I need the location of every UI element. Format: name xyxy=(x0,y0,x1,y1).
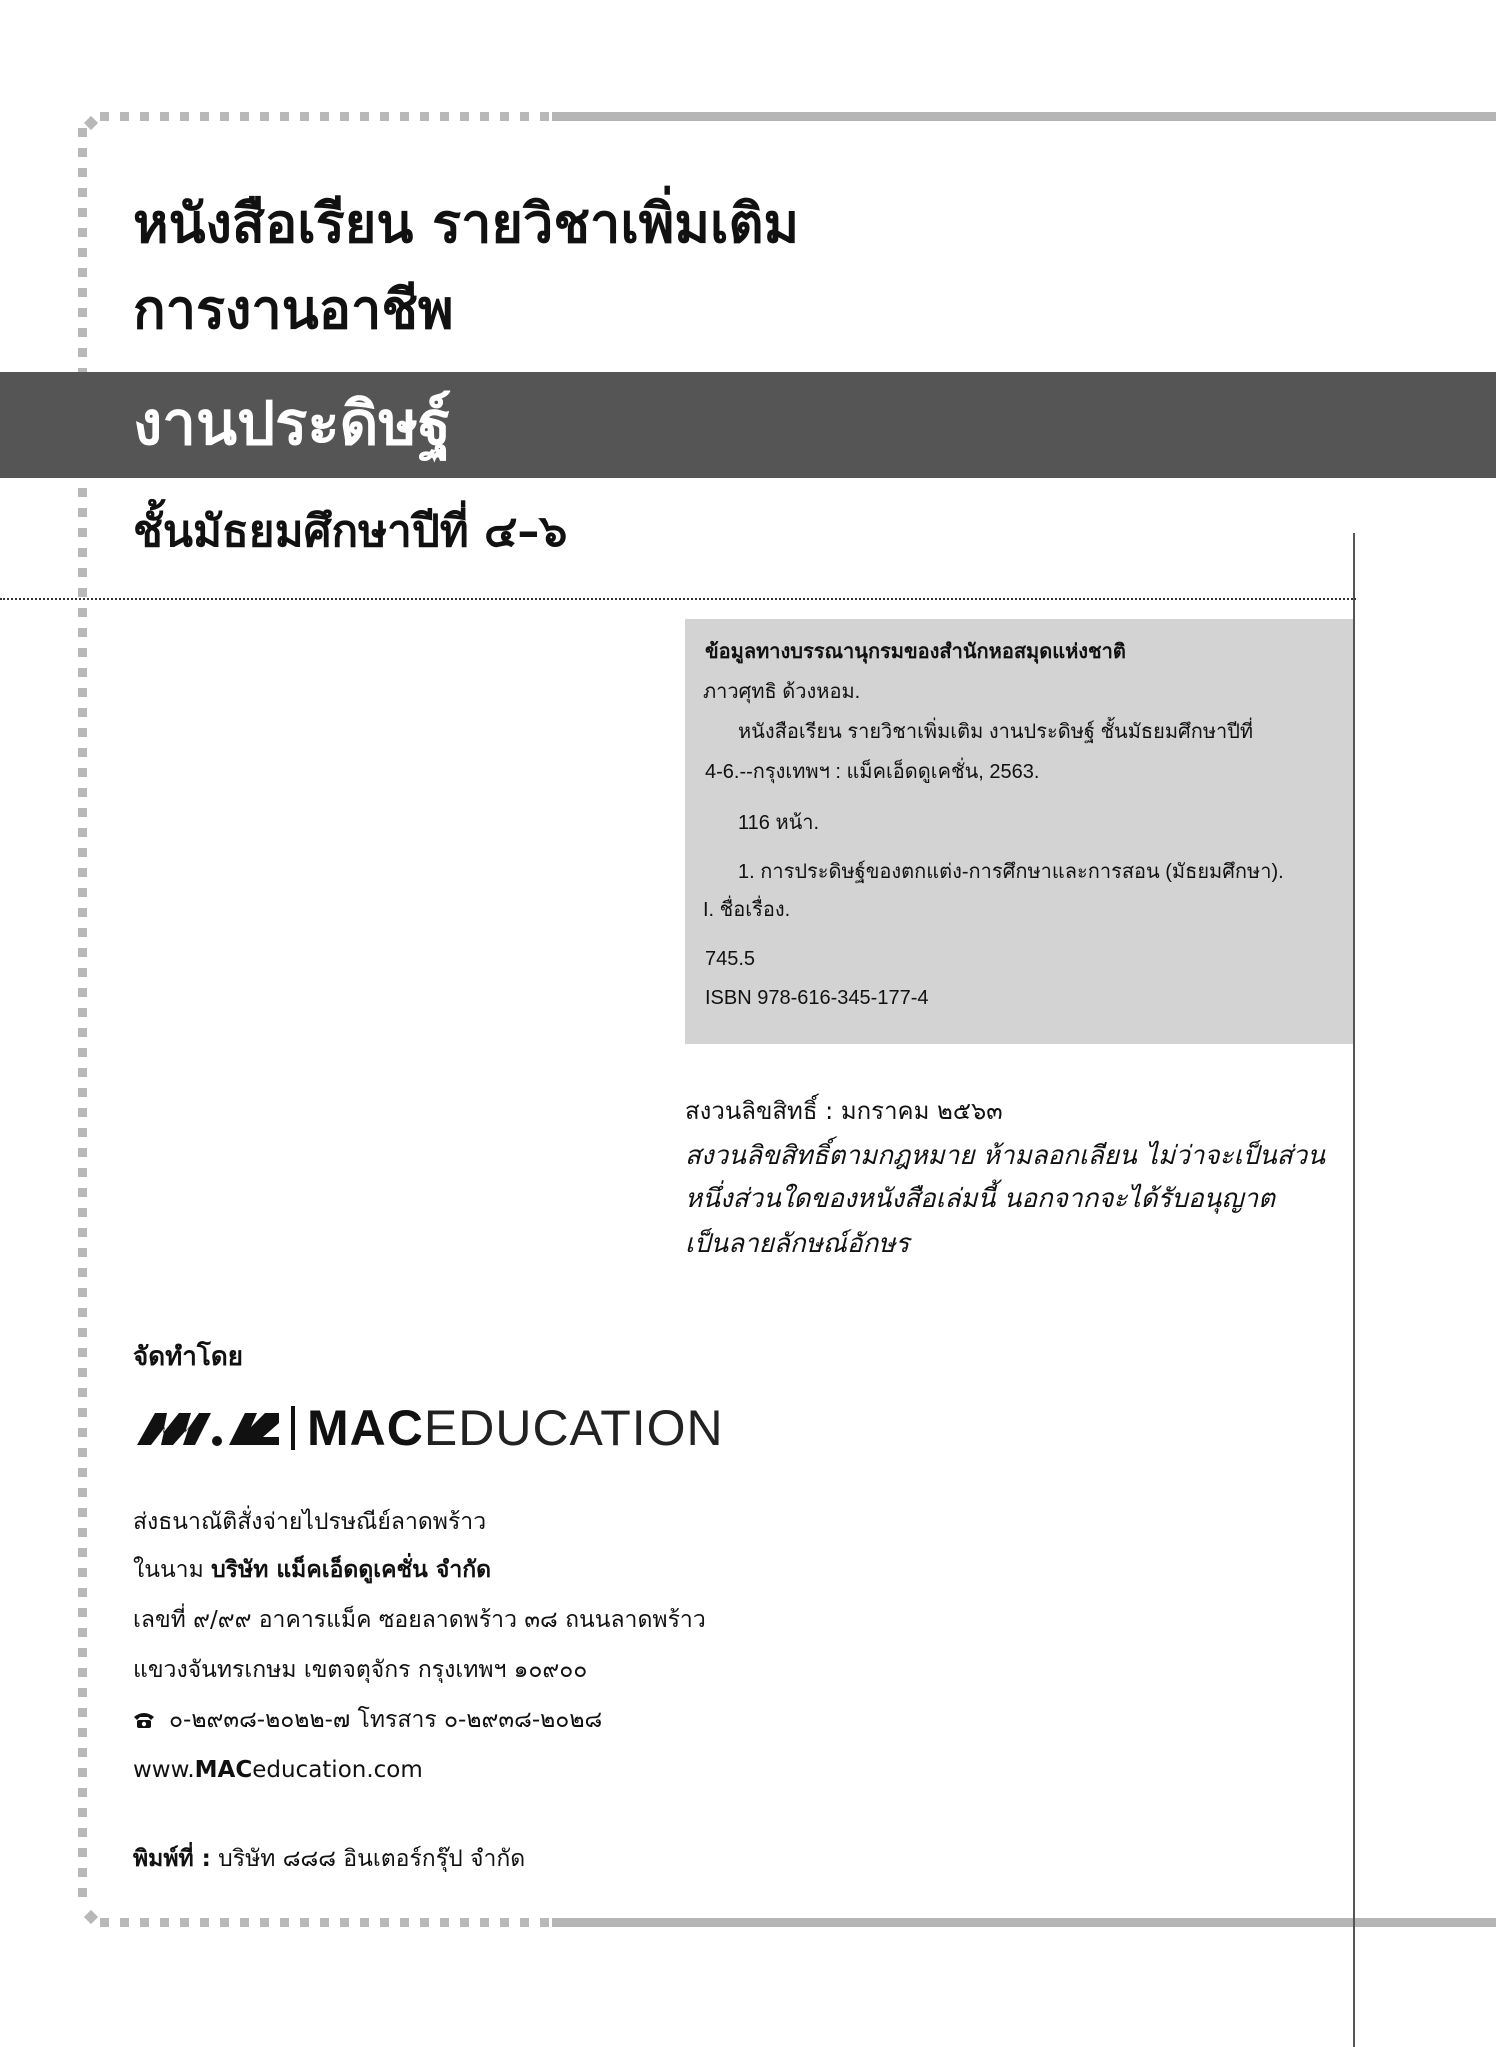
top-solid-border xyxy=(552,112,1496,121)
logo-wordmark-light: EDUCATION xyxy=(423,1400,724,1456)
cataloging-in-publication-box xyxy=(685,619,1353,1044)
printer-name: บริษัท ๘๘๘ อินเตอร์กรุ๊ป จำกัด xyxy=(218,1846,526,1872)
logo-wordmark xyxy=(307,1399,724,1457)
produced-by-label: จัดทำโดย xyxy=(133,1342,243,1372)
telephone-icon xyxy=(133,1711,155,1729)
money-order-line: ส่งธนาณัติสั่งจ่ายไปรษณีย์ลาดพร้าว xyxy=(133,1509,487,1535)
mac-logo-mark-icon xyxy=(133,1405,283,1451)
cip-subject-line2: I. ชื่อเรื่อง. xyxy=(703,899,791,921)
right-vertical-rule xyxy=(1353,533,1355,2047)
web-bold: MAC xyxy=(194,1757,253,1783)
printer-line xyxy=(133,1845,525,1875)
grade-level: ชั้นมัธยมศึกษาปีที่ ๔–๖ xyxy=(133,506,568,557)
book-title-line1: หนังสือเรียน รายวิชาเพิ่มเติม xyxy=(133,192,800,255)
phone-numbers: ๐-๒๙๓๘-๒๐๒๒-๗ โทรสาร ๐-๒๙๓๘-๒๐๒๘ xyxy=(169,1707,603,1733)
cip-title-line2: 4-6.--กรุงเทพฯ : แม็คเอ็ดดูเคชั่น, 2563. xyxy=(705,761,1040,783)
cip-pages: 116 หน้า. xyxy=(738,812,820,834)
cip-title-line1: หนังสือเรียน รายวิชาเพิ่มเติม งานประดิษฐ์ ชั้นมัธยมศึกษาปีที่ xyxy=(738,721,1254,743)
logo-wordmark-bold: MAC xyxy=(307,1400,424,1456)
logo-separator xyxy=(291,1406,295,1450)
copyright-date: สงวนลิขสิทธิ์ : มกราคม ๒๕๖๓ xyxy=(685,1097,1003,1125)
cip-subject-line1: 1. การประดิษฐ์ของตกแต่ง-การศึกษาและการสอน (มัธยมศึกษา). xyxy=(738,861,1284,883)
web-prefix: www. xyxy=(133,1757,195,1783)
book-title-line2: การงานอาชีพ xyxy=(133,278,454,341)
top-dashed-border xyxy=(100,112,550,121)
phone-line xyxy=(133,1706,602,1736)
copyright-notice-line1: สงวนลิขสิทธิ์ตามกฎหมาย ห้ามลอกเลียน ไม่ว่าจะเป็นส่วน xyxy=(685,1141,1325,1171)
copyright-notice-line3: เป็นลายลักษณ์อักษร xyxy=(685,1229,910,1259)
web-suffix: education.com xyxy=(252,1757,423,1783)
payee-prefix: ในนาม xyxy=(133,1557,204,1583)
dotted-divider xyxy=(0,598,1356,600)
address-line2: แขวงจันทรเกษม เขตจตุจักร กรุงเทพฯ ๑๐๙๐๐ xyxy=(133,1657,588,1683)
website-link[interactable] xyxy=(133,1756,423,1786)
mac-education-logo xyxy=(133,1400,724,1456)
copyright-notice-line2: หนึ่งส่วนใดของหนังสือเล่มนี้ นอกจากจะได้รับอนุญาต xyxy=(685,1184,1275,1214)
address-line1: เลขที่ ๙/๙๙ อาคารแม็ค ซอยลาดพร้าว ๓๘ ถนนลาดพร้าว xyxy=(133,1607,706,1633)
cip-heading: ข้อมูลทางบรรณานุกรมของสำนักหอสมุดแห่งชาติ xyxy=(705,641,1126,663)
bottom-corner-ornament xyxy=(84,1910,98,1924)
cip-isbn: ISBN 978-616-345-177-4 xyxy=(705,987,929,1009)
payee-line xyxy=(133,1556,491,1586)
payee-name: บริษัท แม็คเอ็ดดูเคชั่น จำกัด xyxy=(211,1557,492,1583)
cip-author: ภาวศุทธิ ด้วงหอม. xyxy=(703,681,861,703)
printer-label: พิมพ์ที่ : xyxy=(133,1846,211,1872)
cip-classification: 745.5 xyxy=(705,948,756,970)
subject-title: งานประดิษฐ์ xyxy=(133,389,452,459)
bottom-dashed-border xyxy=(100,1918,550,1927)
